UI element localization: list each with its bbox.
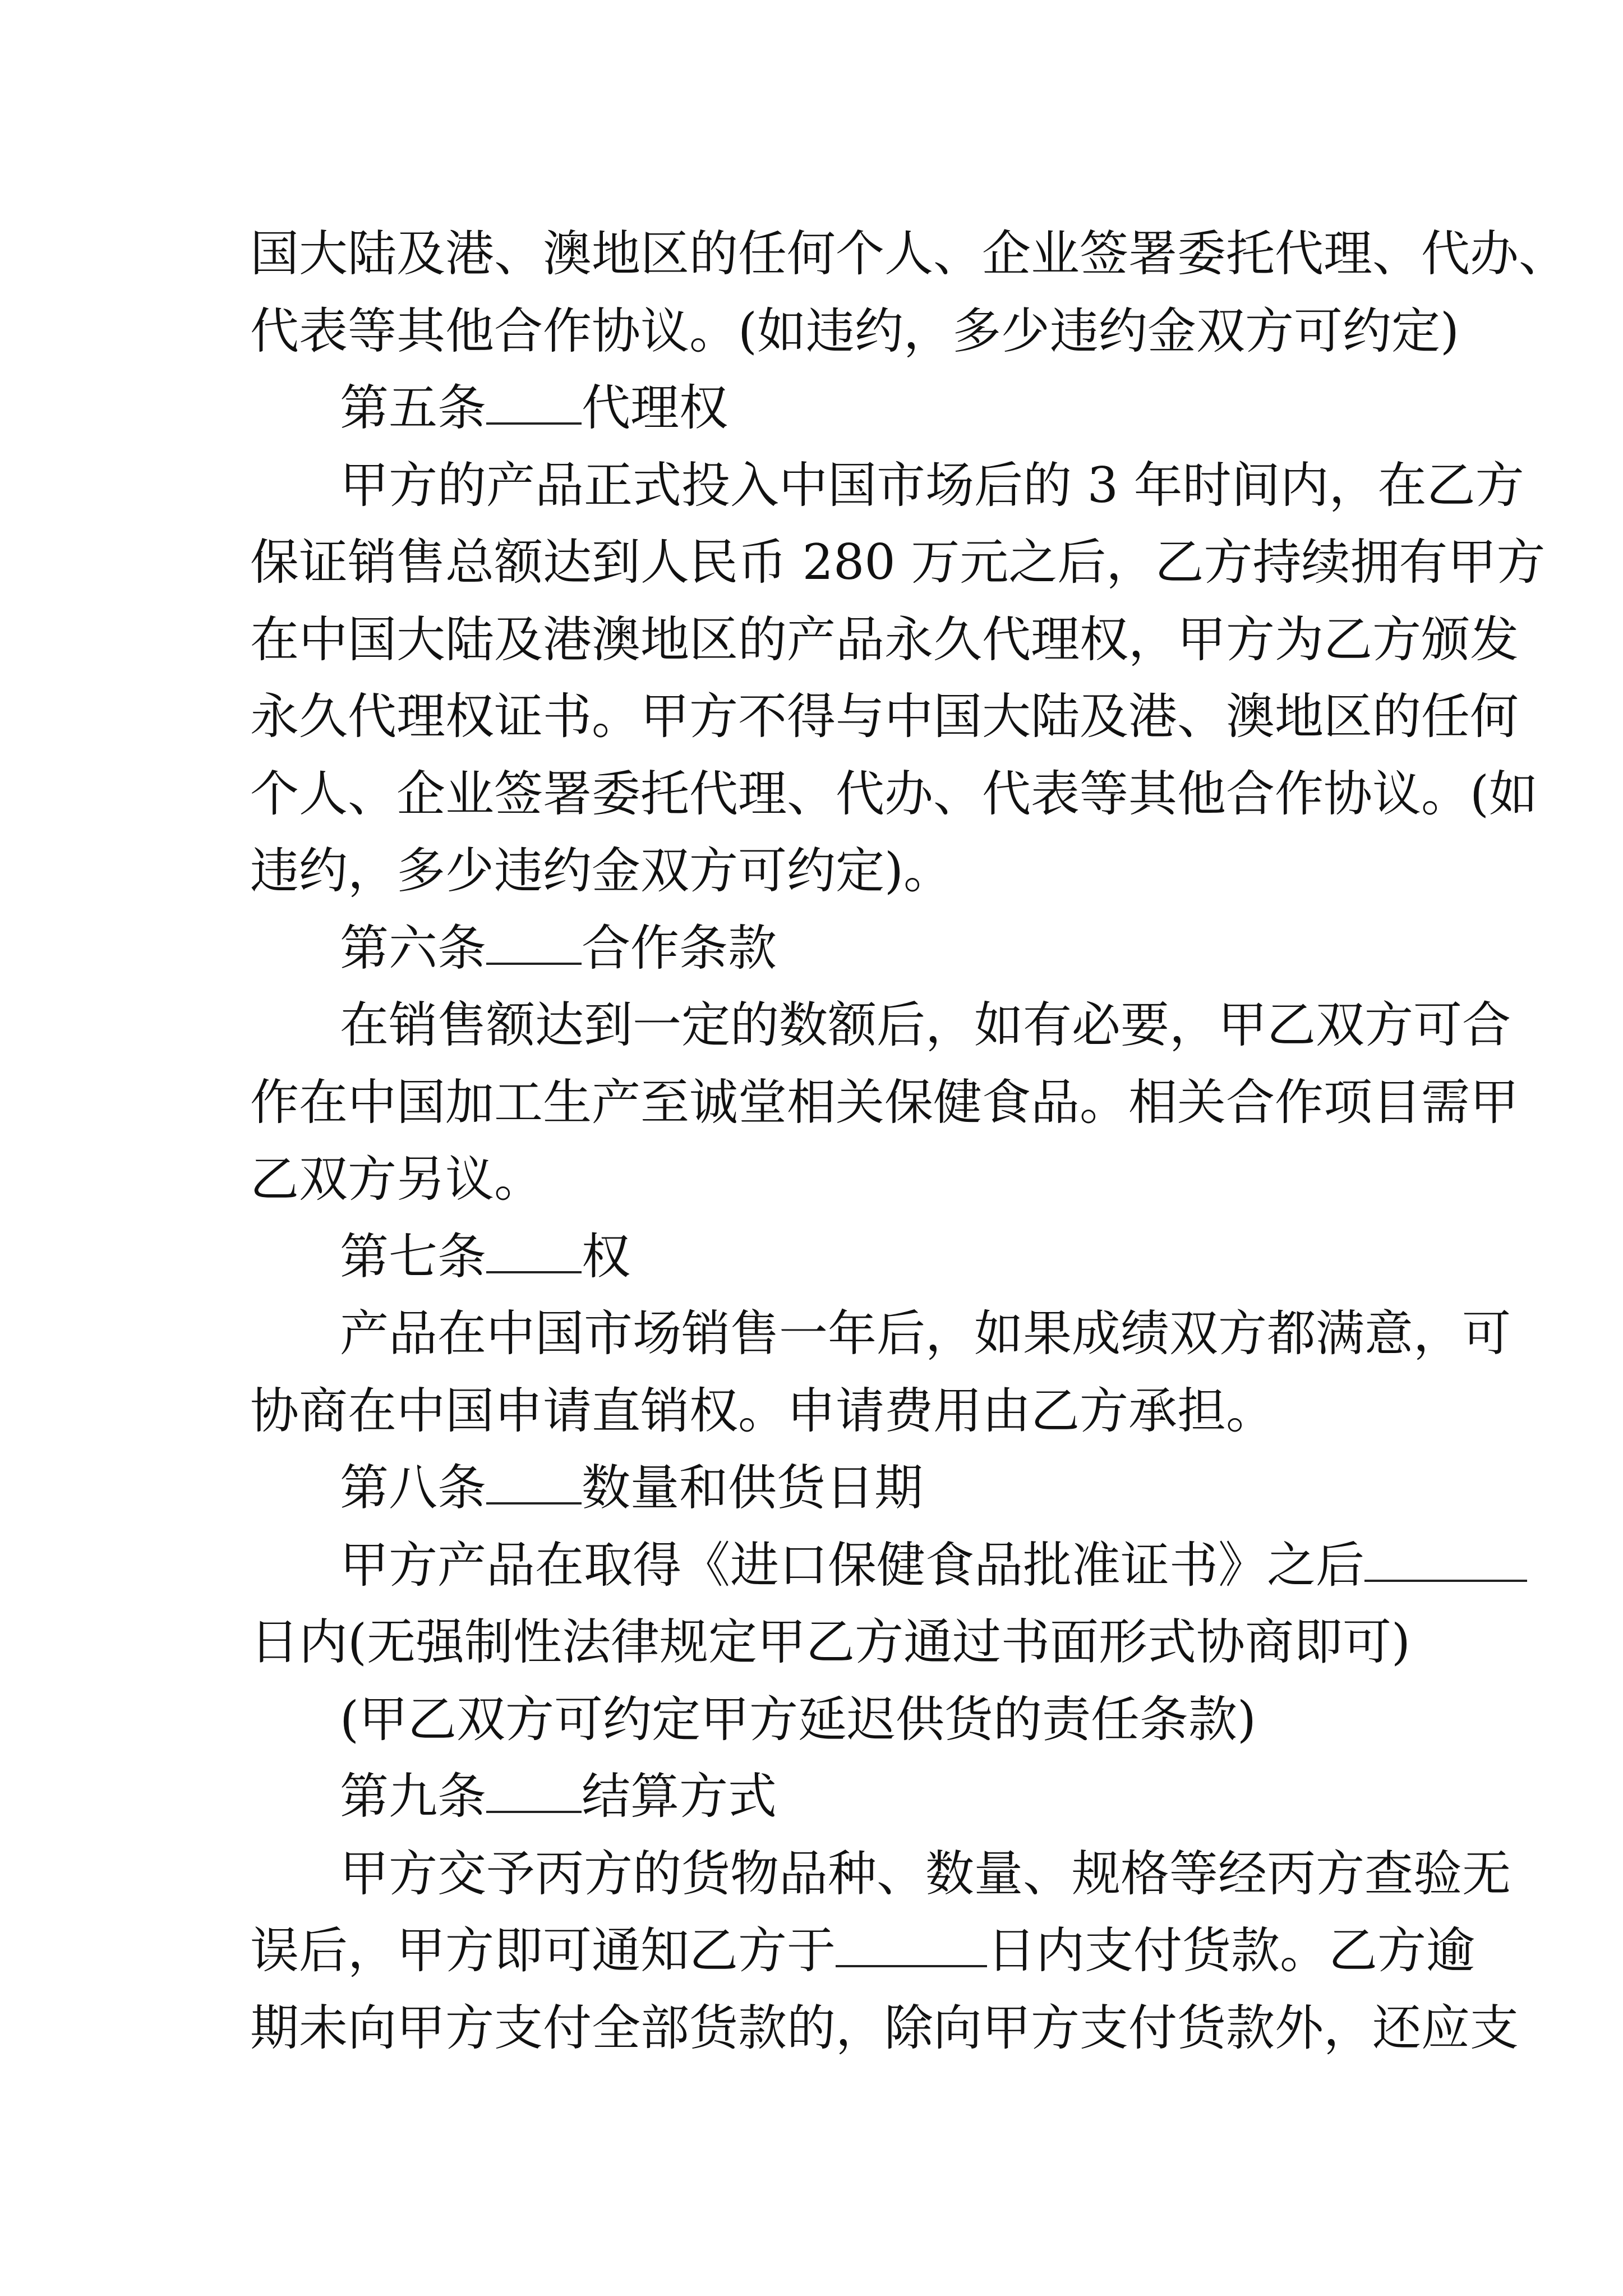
text-line: 代表等其他合作协议。(如违约，多少违约金双方可约定) [250, 302, 1459, 360]
article-heading: 第五条 代理权 [250, 370, 1383, 447]
text-line: 保证销售总额达到人民币 280 万元之后，乙方持续拥有甲方 [250, 533, 1546, 591]
blank-line [486, 918, 582, 965]
text-line: 乙双方另议。 [250, 1151, 543, 1208]
text-line: 误后，甲方即可通知乙方于 日内支付货款。乙方逾 [250, 1912, 1383, 1990]
article-heading: 第六条 合作条款 [250, 910, 1383, 987]
text-line: 永久代理权证书。甲方不得与中国大陆及港、澳地区的任何 [250, 688, 1519, 745]
text-line: 协商在中国申请直销权。申请费用由乙方承担。 [250, 1382, 1275, 1439]
article-heading: 第八条 数量和供货日期 [250, 1450, 1383, 1527]
text-line: 日内(无强制性法律规定甲乙方通过书面形式协商即可) [250, 1613, 1410, 1671]
text-line: 期未向甲方支付全部货款的，除向甲方支付货款外，还应支 [250, 1999, 1519, 2056]
document-page [250, 215, 1567, 2067]
text-line: 在中国大陆及港澳地区的产品永久代理权，甲方为乙方颁发 [250, 610, 1519, 668]
article-heading: 第九条 结算方式 [250, 1758, 1383, 1835]
text-line: 个人、企业签署委托代理、代办、代表等其他合作协议。(如 [250, 765, 1538, 822]
blank-line [1364, 1535, 1527, 1582]
blank-line [486, 1226, 582, 1273]
blank-line [486, 378, 582, 425]
text-line: 甲方的产品正式投入中国市场后的 3 年时间内，在乙方 [340, 456, 1524, 514]
blank-line [486, 1766, 582, 1813]
text-line: 违约，多少违约金双方可约定)。 [250, 842, 952, 899]
blank-line [836, 1920, 987, 1967]
text-line: 产品在中国市场销售一年后，如果成绩双方都满意，可 [340, 1305, 1511, 1362]
text-line: 甲方交予丙方的货物品种、数量、规格等经丙方查验无 [340, 1844, 1511, 1902]
text-line: (甲乙双方可约定甲方延迟供货的责任条款) [340, 1690, 1256, 1748]
blank-line [486, 1457, 582, 1504]
text-line: 作在中国加工生产至诚堂相关保健食品。相关合作项目需甲 [250, 1073, 1519, 1131]
text-line: 国大陆及港、澳地区的任何个人、企业签署委托代理、代办、 [250, 225, 1567, 282]
text-line: 甲方产品在取得《进口保健食品批准证书》之后 [250, 1527, 1383, 1604]
text-line: 在销售额达到一定的数额后，如有必要，甲乙双方可合 [340, 996, 1511, 1053]
article-heading: 第七条 权 [250, 1218, 1383, 1296]
